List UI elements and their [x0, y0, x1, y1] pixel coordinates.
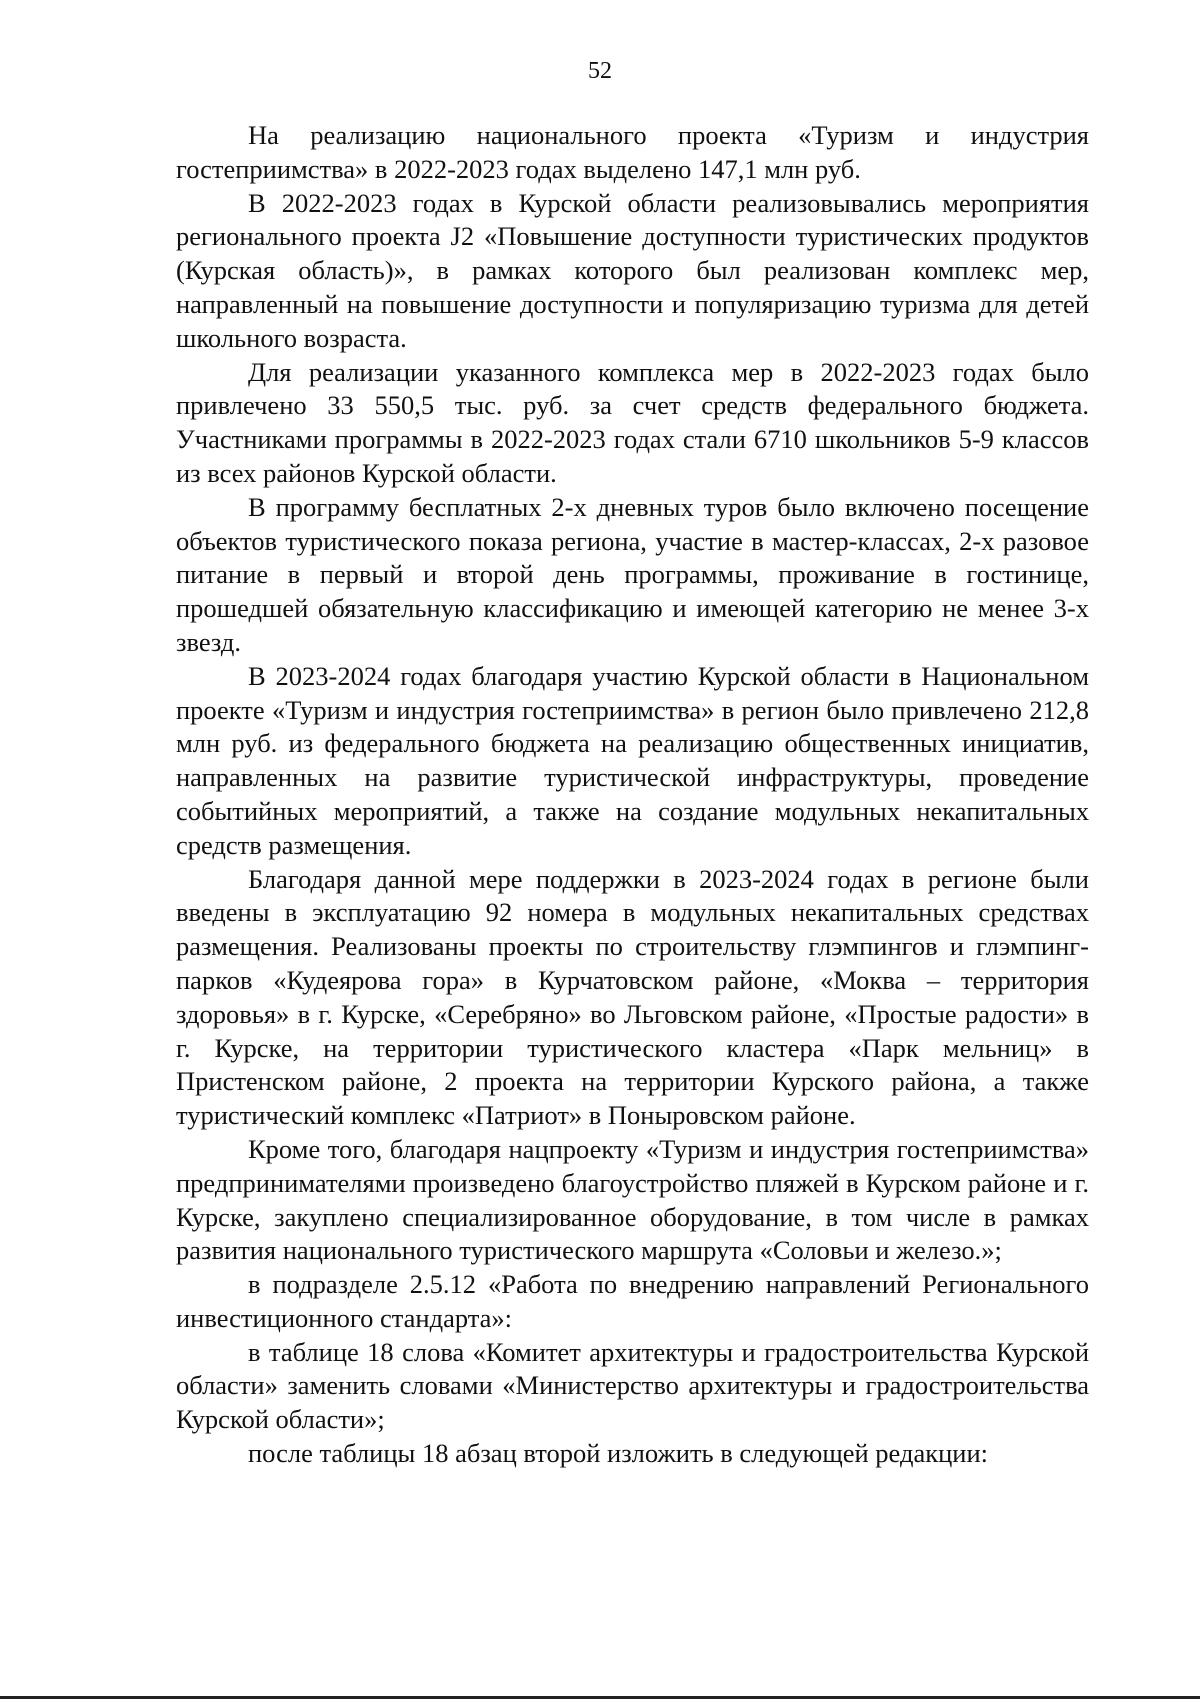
paragraph-glamping-projects: Благодаря данной мере поддержки в 2023-2024 годах в регионе были введены в эксплуатацию 92 номера в модульных некапитальных средствах размещения. Реализованы проекты по строительству глэмпингов и глэмпинг-парков «Кудеярова гора» в Курчатовском районе, «Моква – территория здоровья» в г. Курске, «Серебряно» во Льговском районе, «Простые радости» в г. Курске, на территории туристического кластера «Парк мельниц» в Пристенском районе, 2 проекта на территории Курского района, а также туристический комплекс «Патриот» в Поныровском районе. — [176, 863, 1089, 1131]
paragraph-federal-budget-participants: Для реализации указанного комплекса мер в 2022-2023 годах было привлечено 33 550,5 тыс. руб. за счет средств федерального бюджета. Участниками программы в 2022-2023 годах стали 6710 школьников 5-9 классов из всех районов Курской области. — [176, 356, 1089, 488]
scan-bottom-edge — [0, 1696, 1200, 1699]
paragraph-after-table-18: после таблицы 18 абзац второй изложить в следующей редакции: — [248, 1438, 988, 1469]
paragraph-tourism-funding: На реализацию национального проекта «Туризм и индустрия гостеприимства» в 2022-2023 годах выделено 147,1 млн руб. — [176, 120, 1089, 184]
paragraph-subsection-2-5-12: в подразделе 2.5.12 «Работа по внедрению направлений Регионального инвестиционного стандарта»: — [176, 1269, 1089, 1333]
document-body — [176, 119, 1089, 1471]
paragraph-national-project-2023-2024: В 2023-2024 годах благодаря участию Курской области в Национальном проекте «Туризм и индустрия гостеприимства» в регион было привлечено 212,8 млн руб. из федерального бюджета на реализацию общественных инициатив, направленных на развитие туристической инфраструктуры, проведение событийных мероприятий, а также на создание модульных некапитальных средств размещения. — [176, 660, 1089, 860]
paragraph-regional-project-j2: В 2022-2023 годах в Курской области реализовывались мероприятия регионального проекта J2 «Повышение доступности туристических продуктов (Курская область)», в рамках которого был реализован комплекс мер, направленный на повышение доступности и популяризацию туризма для детей школьного возраста. — [176, 187, 1089, 353]
paragraph-beaches-equipment: Кроме того, благодаря нацпроекту «Туризм и индустрия гостеприимства» предпринимателями произведено благоустройство пляжей в Курском районе и г. Курске, закуплено специализированное оборудование, в том числе в рамках развития национального туристического маршрута «Соловьи и железо.»; — [176, 1133, 1089, 1266]
paragraph-table-18-replacement: в таблице 18 слова «Комитет архитектуры и градостроительства Курской области» заменить словами «Министерство архитектуры и градостроительства Курской области»; — [176, 1336, 1089, 1435]
paragraph-free-tours-program: В программу бесплатных 2-х дневных туров было включено посещение объектов туристического показа региона, участие в мастер-классах, 2-х разовое питание в первый и второй день программы, проживание в гостинице, прошедшей обязательную классификацию и имеющей категорию не менее 3-х звезд. — [176, 491, 1089, 657]
page-number: 52 — [588, 58, 612, 84]
